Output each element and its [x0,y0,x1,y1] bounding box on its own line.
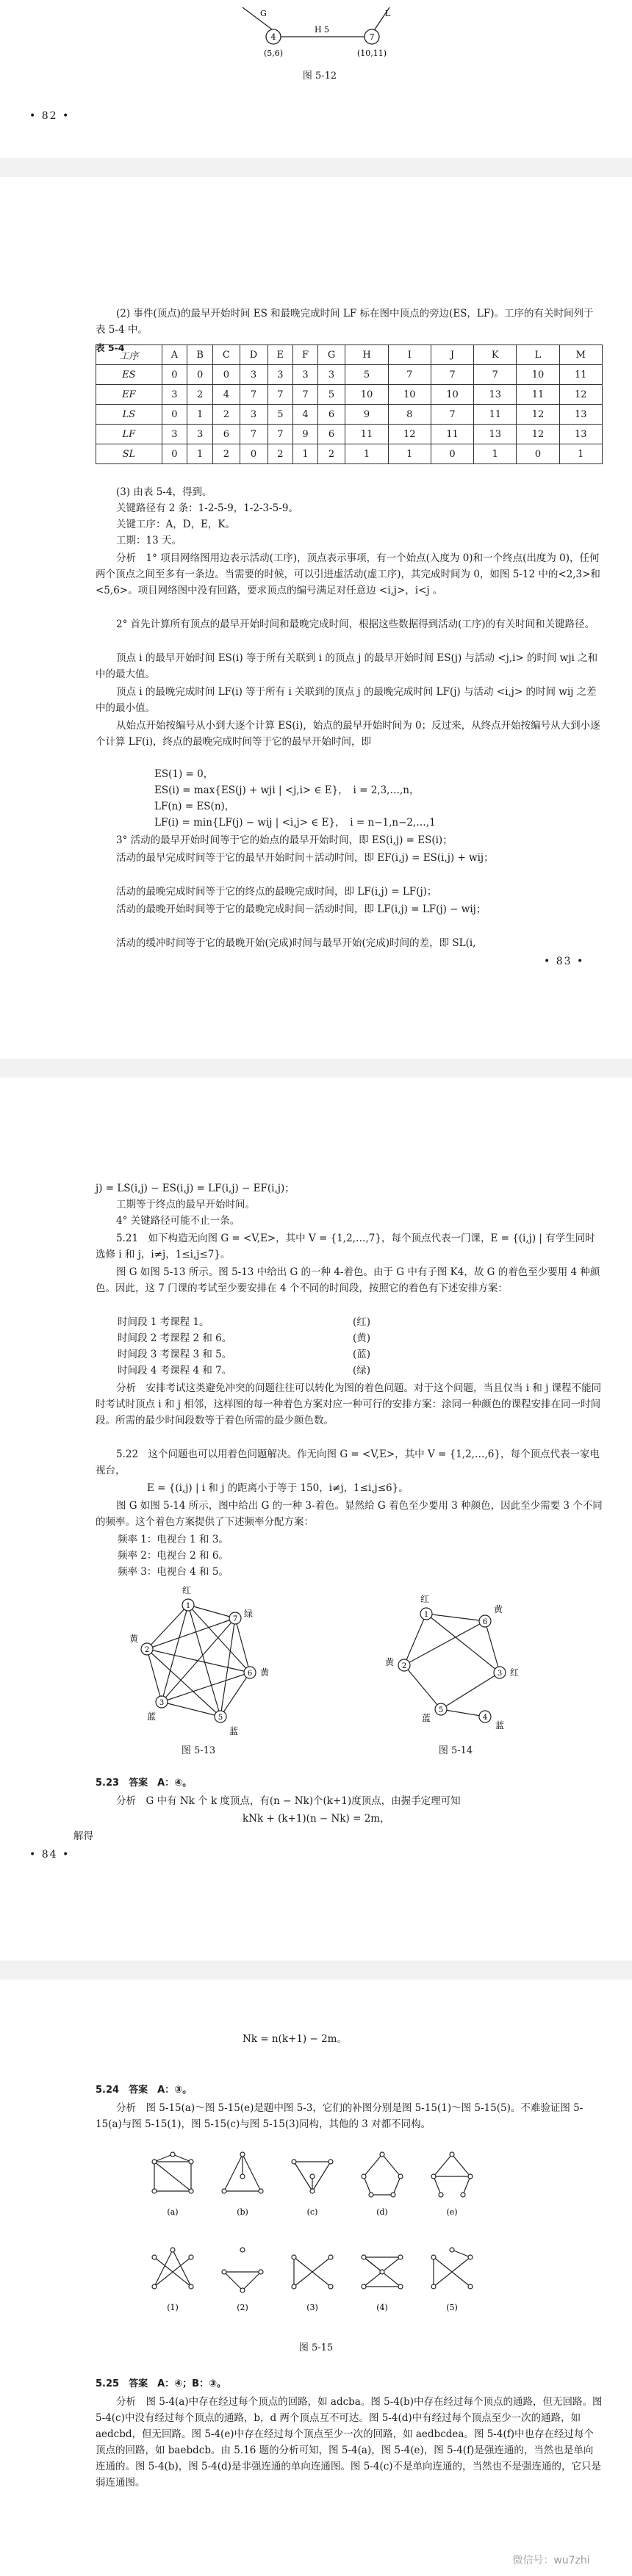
schedule-color: (蓝) [353,1349,371,1360]
paragraph: 关键工序：A，D，E，K。 [116,519,236,530]
schedule-item: 时间段 1 考课程 1。 [118,1316,209,1328]
paragraph: 分析 图 5-15(a)～图 5-15(e)是题中图 5-3，它们的补图分别是图 5-15(1)～图 5-15(5)。不难验证图 5-15(a)与图 5-15(1)，图 5-15(c)与图 5-15(3)同构，其他的 3 对都不同构。 [96,2102,583,2130]
subfigure-label: (4) [376,2303,388,2312]
table-cell: 1 [559,444,602,464]
page-number: • 84 • [29,1849,71,1861]
paragraph: (2) 事件(顶点)的最早开始时间 ES 和最晚完成时间 LF 标在图中顶点的旁边(ES，LF)。工序的有关时间列于表 5-4 中。 [96,308,594,336]
subfigure-label: (a) [167,2207,179,2217]
table-header-cell: D [240,345,267,365]
paragraph: 4° 关键路径可能不止一条。 [116,1215,240,1227]
table-header-cell: I [388,345,431,365]
table-cell: 3 [240,365,267,385]
equation: LF(n) = ES(n)， [154,801,235,812]
table-cell: 1 [388,444,431,464]
table-row [96,425,603,444]
table-cell: 0 [162,365,187,385]
table-row [96,444,603,464]
paragraph: 图 G 如图 5-13 所示。图 5-13 中给出 G 的一种 4-着色。由于 G 中有子图 K4，故 G 的着色至少要用 4 种颜色。因此，这 7 门课的考试至少要安排在 4 个不同的时间段，按照它的着色有下述安排方案： [96,1266,600,1294]
table-cell: 2 [317,444,345,464]
answer-heading: 5.25 答案 A：④；B：③。 [96,2378,227,2389]
subfigure-label: (1) [167,2303,179,2312]
frequency-item: 频率 3：电视台 4 和 5。 [118,1566,229,1578]
table-header-cell: F [293,345,317,365]
svg-text:7: 7 [232,1615,238,1623]
watermark: 微信号：wu7zhi [512,2555,590,2566]
table-cell: 12 [517,425,559,444]
table-cell: 10 [517,365,559,385]
table-cell: 7 [267,385,293,405]
table-cell: 7 [431,405,473,425]
color-label: 黄 [494,1604,503,1614]
frequency-item: 频率 2：电视台 2 和 6。 [118,1550,229,1562]
schedule-item: 时间段 3 考课程 3 和 5。 [118,1349,232,1360]
table-cell: 7 [240,425,267,444]
equation: LF(i) = min{LF(j) − wij | <i,j> ∈ E}， i = n−1,n−2,…,1 [154,817,436,829]
table-cell: 7 [431,365,473,385]
table-title: 表 5-4 [96,342,125,353]
table-header-cell: M [559,345,602,365]
frequency-item: 频率 1：电视台 1 和 3。 [118,1534,229,1545]
table-cell: 1 [293,444,317,464]
table-cell: 7 [388,365,431,385]
table-cell: 1 [474,444,517,464]
color-label: 红 [420,1594,430,1604]
table-cell: 0 [240,444,267,464]
subfigure-label: (2) [237,2303,248,2312]
table-cell: 8 [388,405,431,425]
paragraph: 从始点开始按编号从小到大逐个计算 ES(i)，始点的最早开始时间为 0；反过来，从终点开始按编号从大到小逐个计算 LF(i)，终点的最晚完成时间等于它的最早开始时间，即 [96,720,600,748]
table-cell: 12 [517,405,559,425]
equation: Nk = n(k+1) − 2m。 [243,2033,347,2045]
table-cell: 13 [559,405,602,425]
table-cell: 11 [474,405,517,425]
svg-text:1: 1 [423,1611,429,1619]
paragraph: 5.21 如下构造无向图 G = <V,E>，其中 V = {1,2,…,7}，每个顶点代表一门课，E = {(i,j) | 有学生同时选修 i 和 j，i≠j，1≤i,j≤7}。 [96,1233,595,1260]
paragraph: 顶点 i 的最晚完成时间 LF(i) 等于所有 i 关联到的顶点 j 的最晚完成时间 LF(j) 与活动 <i,j> 的时间 wij 之差中的最小值。 [96,686,597,714]
table-cell: 10 [345,385,388,405]
figure-caption: 图 5-12 [302,71,337,82]
table-cell: 11 [345,425,388,444]
paragraph: 3° 活动的最早开始时间等于它的始点的最早开始时间，即 ES(i,j) = ES(i)； [116,834,453,846]
table-cell: 3 [293,365,317,385]
table-cell: 4 [213,385,240,405]
table-cell: 10 [431,385,473,405]
table-header-cell: A [162,345,187,365]
table-header-cell: J [431,345,473,365]
equation: kNk + (k+1)(n − Nk) = 2m， [243,1813,390,1825]
table-header-cell: 工序 [96,345,162,365]
paragraph: 活动的最晚完成时间等于它的终点的最晚完成时间，即 LF(i,j) = LF(j)； [116,886,437,898]
paragraph: 分析 G 中有 Nk 个 k 度顶点，有(n − Nk)个(k+1)度顶点，由握手定理可知 [116,1795,461,1807]
node-4-times: (5,6) [263,48,284,58]
edge-g-label: G [260,9,267,18]
paragraph: 工期等于终点的最早开始时间。 [116,1199,255,1211]
svg-text:5: 5 [218,1714,223,1722]
paragraph: 2° 首先计算所有顶点的最早开始时间和最晚完成时间，根据这些数据得到活动(工序)的有关时间和关键路径。 [116,618,595,630]
color-label: 蓝 [495,1720,505,1731]
table-cell: 10 [388,385,431,405]
figure-5-13 [118,1584,294,1746]
page-separator [0,1058,632,1078]
color-label: 红 [182,1585,192,1595]
table-row [96,405,603,425]
table-cell: 7 [267,425,293,444]
subfigure-label: (3) [306,2303,318,2312]
table-cell: 2 [187,385,213,405]
table-cell: 13 [474,425,517,444]
subfigure-label: (c) [306,2207,318,2217]
paragraph: 5.22 这个问题也可以用着色问题解决。作无向图 G = <V,E>，其中 V = {1,2,…,6}，每个顶点代表一家电视台， [96,1448,600,1476]
figure-caption: 图 5-14 [438,1745,473,1756]
equation: E = {(i,j) | i 和 j 的距离小于等于 150，i≠j，1≤i,j≤6}。 [147,1482,409,1494]
edge-g [243,7,272,29]
table-cell: 11 [559,365,602,385]
color-label: 蓝 [422,1713,431,1723]
svg-text:2: 2 [401,1662,407,1670]
paragraph: 活动的最晚开始时间等于它的最晚完成时间－活动时间，即 LF(i,j) = LF(j) − wij； [116,903,486,915]
svg-text:5: 5 [438,1706,444,1714]
table-cell: 3 [162,385,187,405]
table-cell: 3 [267,365,293,385]
paragraph: 关键路径有 2 条：1-2-5-9，1-2-3-5-9。 [116,502,298,514]
table-cell: 7 [293,385,317,405]
answer-heading: 5.23 答案 A：④。 [96,1778,193,1789]
table-cell: ES [96,365,162,385]
figure-5-14 [375,1592,536,1739]
table-cell: 3 [187,425,213,444]
table-cell: 2 [213,405,240,425]
color-label: 蓝 [147,1711,157,1722]
table-cell: 6 [213,425,240,444]
color-label: 蓝 [229,1726,239,1736]
table-cell: SL [96,444,162,464]
table-header-cell: E [267,345,293,365]
color-label: 黄 [385,1657,395,1667]
table-cell: LS [96,405,162,425]
page-separator [0,158,632,177]
table-cell: 3 [240,405,267,425]
figure-caption: 图 5-15 [298,2342,334,2353]
node-4-label: 4 [270,32,276,42]
table-cell: 0 [162,444,187,464]
paragraph: 分析 图 5-4(a)中存在经过每个顶点的回路，如 adcba。图 5-4(b)中存在经过每个顶点的通路，但无回路。图 5-4(c)中没有经过每个顶点的通路，b，d 两个顶点互不可达。图 5-4(d)中有经过每个顶点至少一次的通路，如 aedcbd，但无回路。图 5-4(e)中存在经过每个顶点至少一次的回路，如 aedbcdea。图 5-4(f)中也存在经过每个顶点的回路，如 baebdcb。由 5.16 题的分析可知，图 5-4(a)，图 5-4(e)，图 5-4(f)是强连通的，当然也是单向连通的。图 5-4(b)，图 5-4(d)是非强连通的单向连通图。图 5-4(c)不是单向连通的，当然也不是强连通的，它只是弱连通图。 [96,2396,603,2489]
page-number: • 83 • [544,956,585,967]
table-cell: 0 [162,405,187,425]
table-header-cell: L [517,345,559,365]
subfigure-label: (d) [376,2207,388,2217]
table-cell: 13 [474,385,517,405]
table-cell: 3 [162,425,187,444]
table-cell: 0 [431,444,473,464]
table-cell: 1 [187,405,213,425]
edge-l-label: L [385,9,391,18]
paragraph: (3) 由表 5-4，得到。 [116,486,212,498]
subfigure-label: (b) [237,2207,248,2217]
page-number: • 82 • [29,110,71,122]
color-label: 红 [510,1667,520,1678]
svg-text:2: 2 [144,1646,150,1654]
table-header-cell: B [187,345,213,365]
paragraph: j) = LS(i,j) − ES(i,j) = LF(i,j) − EF(i,j)； [96,1183,295,1194]
table-row [96,365,603,385]
figure-caption: 图 5-13 [181,1745,216,1756]
svg-text:3: 3 [497,1670,503,1678]
equation: ES(1) = 0， [154,768,214,780]
table-cell: 0 [517,444,559,464]
paragraph: 图 G 如图 5-14 所示，图中给出 G 的一种 3-着色。显然给 G 着色至少要用 3 种颜色，因此至少需要 3 个不同的频率。这个着色方案提供了下述频率分配方案： [96,1500,603,1528]
table-header-cell: C [213,345,240,365]
table-cell: 5 [345,365,388,385]
svg-text:6: 6 [482,1618,488,1626]
svg-text:1: 1 [185,1602,191,1610]
paragraph: 分析 安排考试这类避免冲突的问题往往可以转化为图的着色问题。对于这个问题，当且仅当 i 和 j 课程不能同时考试时顶点 i 和 j 相邻，这样图的每一种着色方案对应一种可行的安排方案：涂同一种颜色的课程安排在同一时间段。所需的最少时间段数等于着色所需的最少颜色数。 [96,1382,602,1426]
table-cell: 0 [187,365,213,385]
node-7-label: 7 [369,32,375,42]
subfigure-label: (5) [446,2303,458,2312]
svg-text:4: 4 [482,1714,488,1722]
page-separator [0,1960,632,1980]
table-cell: 11 [517,385,559,405]
table-cell: 7 [474,365,517,385]
table-cell: 6 [317,425,345,444]
edge-h-label: H 5 [314,25,330,35]
table-cell: 12 [388,425,431,444]
table-cell: 1 [345,444,388,464]
table-cell: 3 [317,365,345,385]
page-83 [0,177,632,1058]
schedule-color: (黄) [353,1332,371,1344]
answer-heading: 5.24 答案 A：③。 [96,2085,193,2096]
page-84 [0,1078,632,1960]
paragraph: 分析 1° 项目网络图用边表示活动(工序)，顶点表示事项，有一个始点(入度为 0)和一个终点(出度为 0)，任何两个顶点之间至多有一条边。当需要的时候，可以引进虚活动(虚工序)，其完成时间为 0，如图 5-12 中的<2,3>和<5,6>。项目网络图中没有回路，要求顶点的编号满足对任意边 <i,j>，i<j 。 [96,552,600,596]
table-row [96,385,603,405]
figure-5-15 [140,2147,492,2345]
node-7-times: (10,11) [356,48,387,58]
schedule-color: (绿) [353,1365,371,1377]
table-cell: 2 [267,444,293,464]
color-label: 绿 [244,1609,254,1619]
table-5-4 [96,344,603,464]
paragraph: 顶点 i 的最早开始时间 ES(i) 等于所有关联到 i 的顶点 j 的最早开始时间 ES(j) 与活动 <j,i> 的时间 wji 之和中的最大值。 [96,652,598,680]
table-cell: 4 [293,405,317,425]
table-cell: 9 [293,425,317,444]
page-85 [0,1980,632,2576]
paragraph: 活动的缓冲时间等于它的最晚开始(完成)时间与最早开始(完成)时间的差，即 SL(i, [116,937,476,949]
table-cell: 5 [267,405,293,425]
table-cell: 0 [213,365,240,385]
paragraph: 工期：13 天。 [116,535,182,546]
svg-text:6: 6 [247,1670,253,1678]
table-header-cell: K [474,345,517,365]
table-cell: 11 [431,425,473,444]
table-cell: LF [96,425,162,444]
table-cell: 9 [345,405,388,425]
schedule-item: 时间段 4 考课程 4 和 7。 [118,1365,232,1377]
table-cell: EF [96,385,162,405]
table-header-cell: H [345,345,388,365]
paragraph: 活动的最早完成时间等于它的最早开始时间＋活动时间，即 EF(i,j) = ES(i,j) + wij； [116,852,494,864]
table-cell: 13 [559,425,602,444]
paragraph: 解得 [73,1830,93,1842]
table-header-row [96,345,603,365]
equation: ES(i) = max{ES(j) + wji | <j,i> ∈ E}， i = 2,3,…,n， [154,784,420,796]
table-cell: 6 [317,405,345,425]
color-label: 黄 [260,1667,270,1678]
table-header-cell: G [317,345,345,365]
table-cell: 12 [559,385,602,405]
subfigure-label: (e) [446,2207,458,2217]
table-cell: 5 [317,385,345,405]
schedule-item: 时间段 2 考课程 2 和 6。 [118,1332,232,1344]
color-label: 黄 [129,1634,139,1644]
table-cell: 2 [213,444,240,464]
schedule-color: (红) [353,1316,371,1328]
page-82-fragment [0,0,632,158]
table-cell: 7 [240,385,267,405]
table-cell: 1 [187,444,213,464]
svg-text:3: 3 [159,1699,165,1707]
